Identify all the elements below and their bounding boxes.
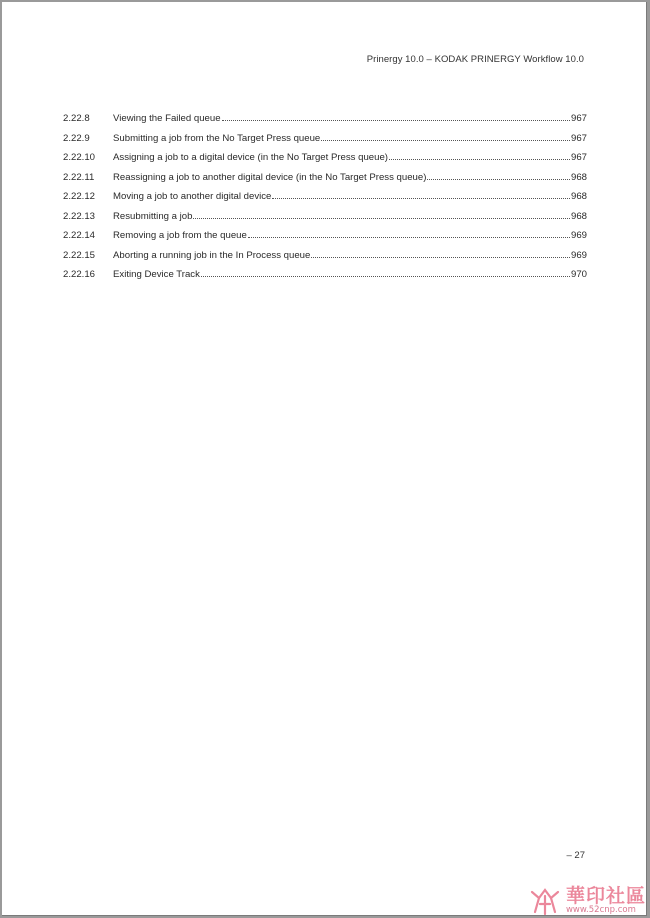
toc-entry-page: 967: [570, 113, 587, 124]
toc-entry[interactable]: [63, 191, 587, 211]
toc-entry[interactable]: [63, 172, 587, 192]
toc-dot-leader: [222, 120, 570, 121]
running-header: Prinergy 10.0 – KODAK PRINERGY Workflow 10.0: [366, 54, 584, 65]
toc-entry-page: 968: [570, 191, 587, 202]
toc-entry[interactable]: [63, 230, 587, 250]
toc-entry-page: 969: [570, 249, 587, 261]
toc-dot-leader: [272, 198, 570, 199]
toc-entry[interactable]: [63, 269, 587, 289]
toc-entry[interactable]: [63, 113, 587, 133]
toc-entry-title: Exiting Device Track: [113, 269, 200, 280]
toc-entry-title: Assigning a job to a digital device (in the No Target Press queue): [113, 152, 389, 163]
toc-entry-page: 967: [570, 132, 587, 144]
toc-dot-leader: [389, 159, 570, 160]
toc-entry-number: 2.22.16: [63, 269, 96, 280]
page-number: – 27: [566, 850, 585, 861]
toc-entry-number: 2.22.15: [63, 249, 96, 261]
toc-entry-number: 2.22.12: [63, 191, 96, 202]
toc-entry-number: 2.22.13: [63, 210, 96, 222]
toc-entry-title: Removing a job from the queue: [113, 230, 247, 241]
toc-dot-leader: [321, 140, 570, 141]
watermark-chinese-text: 華印社區: [565, 885, 646, 908]
toc-dot-leader: [201, 276, 570, 277]
toc-entry-title: Submitting a job from the No Target Press queue: [113, 132, 321, 144]
toc-entry[interactable]: [63, 250, 587, 270]
toc-entry-page: 968: [570, 171, 587, 183]
site-watermark: [528, 886, 646, 916]
toc-entry-page: 969: [570, 230, 587, 241]
toc-entry[interactable]: [63, 133, 587, 153]
toc-dot-leader: [248, 237, 570, 238]
watermark-logo-icon: [528, 886, 562, 916]
toc-dot-leader: [193, 218, 570, 219]
toc-entry-title: Aborting a running job in the In Process queue: [113, 249, 311, 261]
toc-dot-leader: [427, 179, 570, 180]
toc-entry-title: Moving a job to another digital device: [113, 191, 272, 202]
toc-entry[interactable]: [63, 211, 587, 231]
toc-entry-number: 2.22.11: [63, 171, 95, 183]
toc-entry-number: 2.22.9: [63, 132, 90, 144]
toc-entry-number: 2.22.8: [63, 113, 90, 124]
toc-entry-title: Reassigning a job to another digital device (in the No Target Press queue): [113, 171, 427, 183]
toc-dot-leader: [311, 257, 570, 258]
toc-entry-page: 970: [570, 269, 587, 280]
toc-entry-number: 2.22.10: [63, 152, 96, 163]
toc-entry-title: Resubmitting a job: [113, 210, 193, 222]
toc-entry-page: 968: [570, 210, 587, 222]
toc-entry-page: 967: [570, 152, 587, 163]
document-page: [2, 2, 647, 916]
toc-entry-number: 2.22.14: [63, 230, 96, 241]
toc-entry-title: Viewing the Failed queue: [113, 113, 221, 124]
watermark-url: www.52cnp.com: [565, 905, 636, 916]
table-of-contents: [63, 113, 587, 289]
toc-entry[interactable]: [63, 152, 587, 172]
